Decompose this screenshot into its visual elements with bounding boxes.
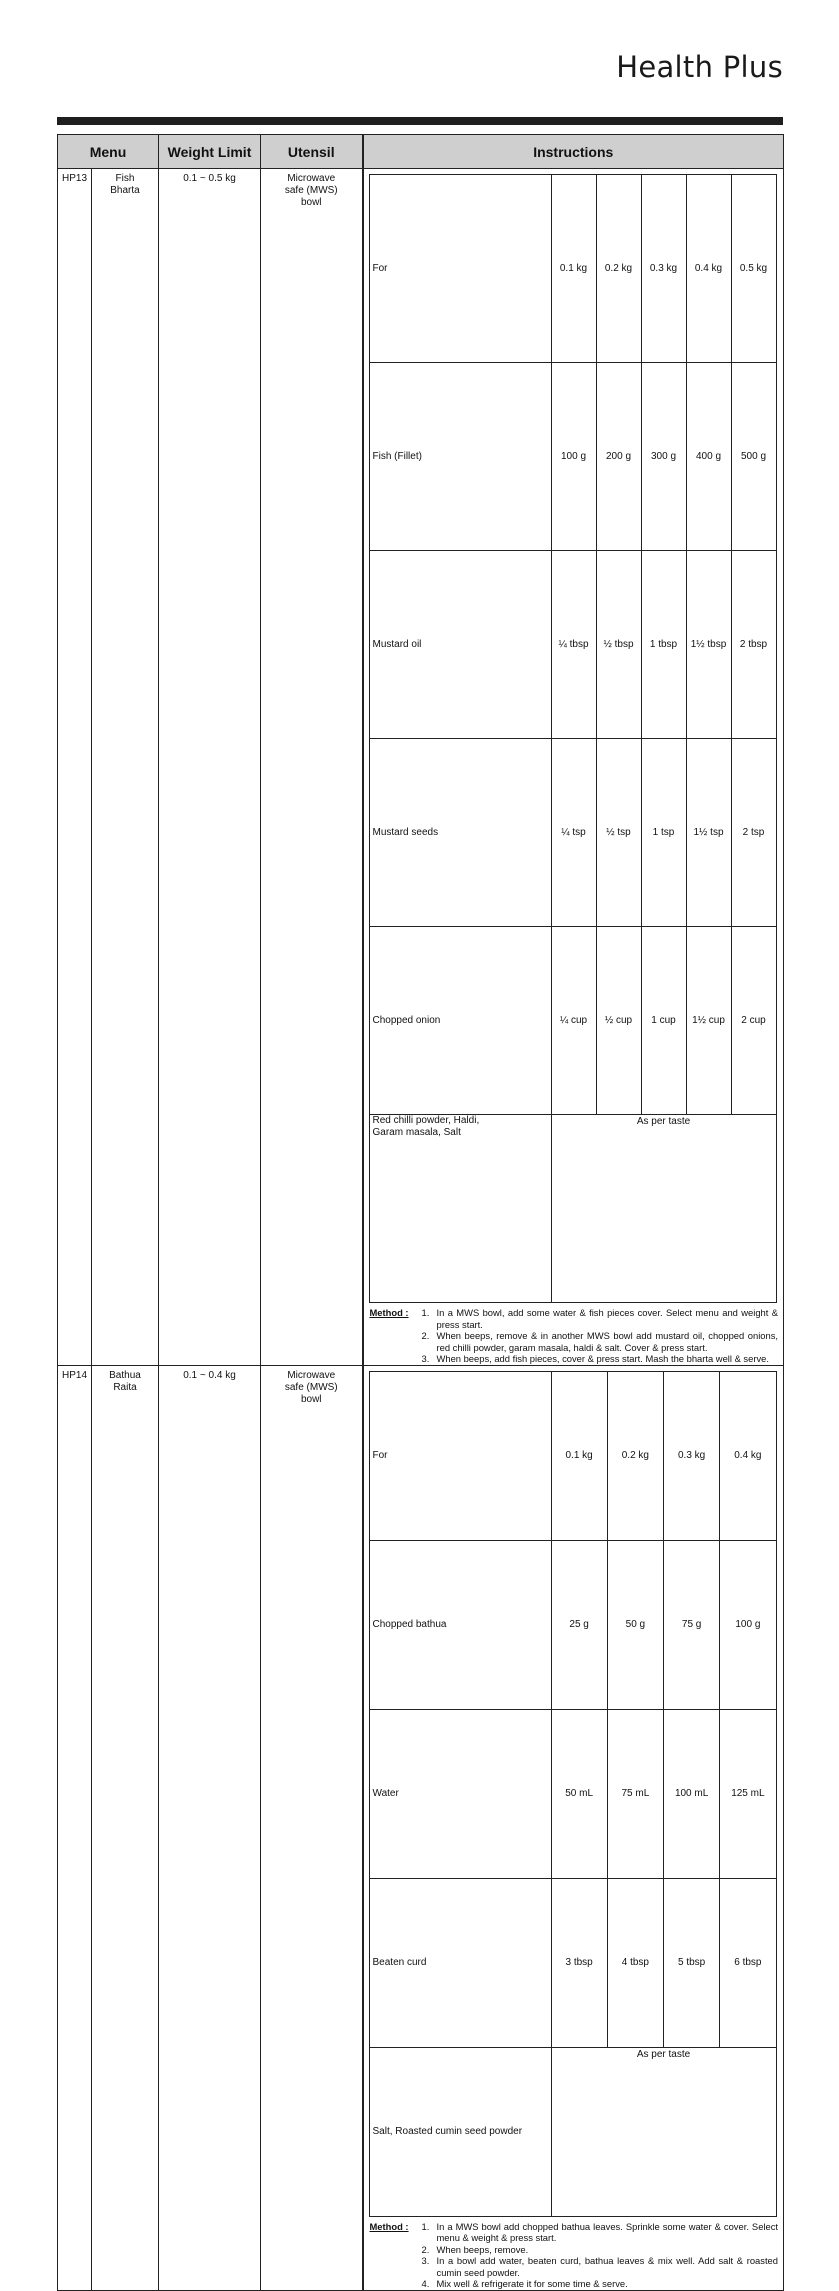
method-steps bbox=[422, 1307, 779, 1365]
header-rule bbox=[57, 117, 783, 125]
method-step-text: When beeps, add fish pieces, cover & press start. Mash the bharta well & serve. bbox=[436, 1353, 769, 1364]
weight-limit: 0.1 ~ 0.4 kg bbox=[159, 1365, 261, 2290]
weight-limit: 0.1 ~ 0.5 kg bbox=[159, 169, 261, 1366]
ing-cell: 6 tbsp bbox=[720, 1878, 776, 2047]
ing-cell: 0.3 kg bbox=[641, 175, 686, 363]
method-step: 2. When beeps, remove. bbox=[422, 2244, 779, 2256]
ingredient-row bbox=[369, 551, 776, 739]
ing-cell: 5 tbsp bbox=[664, 1878, 720, 2047]
ingredient-row bbox=[369, 2047, 776, 2216]
ing-cell: ¼ cup bbox=[551, 927, 596, 1115]
ing-cell: 50 mL bbox=[551, 1709, 607, 1878]
menu-name-line: Bathua bbox=[109, 1369, 141, 1381]
ing-cell: ½ cup bbox=[596, 927, 641, 1115]
method-step-text: In a MWS bowl, add some water & fish pieces cover. Select menu and weight & press start. bbox=[436, 1307, 778, 1330]
page-title: Health Plus bbox=[616, 50, 783, 84]
ingredient-row bbox=[369, 1878, 776, 2047]
ing-cell: 3 tbsp bbox=[551, 1878, 607, 2047]
method-step-text: When beeps, remove. bbox=[436, 2243, 529, 2255]
method-step: 4. Mix well & refrigerate it for some time & serve. bbox=[422, 2278, 779, 2290]
method-step-text: Mix well & refrigerate it for some time & serve. bbox=[436, 2278, 628, 2289]
table-header-row bbox=[58, 135, 784, 169]
ingredient-row bbox=[369, 927, 776, 1115]
method-step: 3. In a bowl add water, beaten curd, bathua leaves & mix well. Add salt & roasted cumin seed powder. bbox=[421, 2255, 778, 2278]
ing-cell: Water bbox=[369, 1709, 551, 1878]
method-step: 1. In a MWS bowl, add some water & fish pieces cover. Select menu and weight & press start. bbox=[421, 1307, 778, 1330]
table-row bbox=[58, 169, 784, 1366]
ing-cell: 1½ cup bbox=[686, 927, 731, 1115]
taste-value: As per taste bbox=[551, 2047, 776, 2216]
ing-cell: ¼ tbsp bbox=[551, 551, 596, 739]
utensil-line: bowl bbox=[300, 1393, 322, 1405]
utensil-line: Microwave bbox=[287, 1369, 336, 1381]
ingredient-row bbox=[369, 739, 776, 927]
ing-cell: Chopped bathua bbox=[369, 1540, 551, 1709]
method-step: 1. In a MWS bowl add chopped bathua leaves. Sprinkle some water & cover. Select menu & weight & press start. bbox=[421, 2220, 778, 2243]
ingredient-row bbox=[369, 1115, 776, 1303]
ing-cell: 1½ tsp bbox=[686, 739, 731, 927]
ing-cell: 2 tbsp bbox=[731, 551, 776, 739]
taste-label-line: Red chilli powder, Haldi, bbox=[372, 1115, 480, 1126]
method-section bbox=[369, 2221, 779, 2290]
utensil-line: Microwave bbox=[287, 173, 336, 184]
ingredients-table bbox=[369, 174, 777, 1303]
method-step-text: When beeps, remove & in another MWS bowl add mustard oil, chopped onions, red chilli powder, garam masala, haldi & salt. Cover & press start. bbox=[436, 1330, 778, 1353]
method-label: Method : bbox=[369, 1307, 409, 1318]
ing-cell: 1 tbsp bbox=[641, 551, 686, 739]
ing-cell: 400 g bbox=[686, 363, 731, 551]
ing-cell: 2 tsp bbox=[731, 739, 776, 927]
ing-cell: ½ tsp bbox=[596, 739, 641, 927]
menu-name-line: Fish bbox=[115, 173, 135, 184]
ing-cell: Mustard oil bbox=[369, 551, 551, 739]
menu-name-line: Raita bbox=[113, 1381, 137, 1393]
ingredient-row bbox=[369, 1709, 776, 1878]
recipe-table bbox=[57, 134, 784, 2291]
ing-cell: For bbox=[369, 1371, 551, 1540]
ing-cell: 0.2 kg bbox=[596, 175, 641, 363]
ingredients-header-row bbox=[369, 175, 776, 363]
header-instructions: Instructions bbox=[363, 135, 784, 169]
ing-cell: 0.1 kg bbox=[551, 1371, 607, 1540]
ing-cell: 0.4 kg bbox=[686, 175, 731, 363]
ing-cell: 2 cup bbox=[731, 927, 776, 1115]
menu-code: HP13 bbox=[58, 169, 92, 1366]
header-utensil: Utensil bbox=[261, 135, 363, 169]
ing-cell: 0.5 kg bbox=[731, 175, 776, 363]
ing-cell: ½ tbsp bbox=[596, 551, 641, 739]
method-steps bbox=[422, 2221, 779, 2290]
menu-name bbox=[92, 169, 159, 1366]
utensil bbox=[261, 1365, 363, 2290]
menu-code: HP14 bbox=[58, 1365, 92, 2290]
ing-cell bbox=[369, 1115, 551, 1303]
taste-value: As per taste bbox=[551, 1115, 776, 1303]
ing-cell: 500 g bbox=[731, 363, 776, 551]
ing-cell: Fish (Fillet) bbox=[369, 363, 551, 551]
ing-cell: 1 cup bbox=[641, 927, 686, 1115]
menu-name-line: Bharta bbox=[110, 185, 140, 196]
header-menu: Menu bbox=[58, 135, 159, 169]
method-section bbox=[369, 1307, 779, 1365]
ing-cell: 200 g bbox=[596, 363, 641, 551]
method-step: 3. When beeps, add fish pieces, cover & press start. Mash the bharta well & serve. bbox=[422, 1353, 779, 1365]
ing-cell: 25 g bbox=[551, 1540, 607, 1709]
ing-cell: 125 mL bbox=[720, 1709, 776, 1878]
ingredients-table bbox=[369, 1371, 777, 2217]
header-weight-limit: Weight Limit bbox=[159, 135, 261, 169]
ing-cell: 1½ tbsp bbox=[686, 551, 731, 739]
ing-cell: 4 tbsp bbox=[607, 1878, 663, 2047]
ing-cell: Beaten curd bbox=[369, 1878, 551, 2047]
ing-cell: For bbox=[369, 175, 551, 363]
ing-cell: 100 mL bbox=[664, 1709, 720, 1878]
ing-cell: 75 g bbox=[664, 1540, 720, 1709]
ing-cell: 0.2 kg bbox=[607, 1371, 663, 1540]
utensil-line: safe (MWS) bbox=[284, 185, 338, 196]
ing-cell: 0.1 kg bbox=[551, 175, 596, 363]
menu-name bbox=[92, 1365, 159, 2290]
ing-cell: 0.4 kg bbox=[720, 1371, 776, 1540]
ing-cell: Chopped onion bbox=[369, 927, 551, 1115]
ingredients-header-row bbox=[369, 1371, 776, 1540]
instructions bbox=[363, 169, 784, 1366]
ing-cell: 50 g bbox=[607, 1540, 663, 1709]
ing-cell: Mustard seeds bbox=[369, 739, 551, 927]
ing-cell: 0.3 kg bbox=[664, 1371, 720, 1540]
table-row bbox=[58, 1365, 784, 2290]
utensil-line: bowl bbox=[300, 197, 322, 208]
utensil bbox=[261, 169, 363, 1366]
ing-cell: 300 g bbox=[641, 363, 686, 551]
ing-cell: 100 g bbox=[551, 363, 596, 551]
ing-cell: Salt, Roasted cumin seed powder bbox=[369, 2047, 551, 2216]
instructions bbox=[363, 1365, 784, 2290]
ing-cell: ¼ tsp bbox=[551, 739, 596, 927]
taste-label-line: Garam masala, Salt bbox=[372, 1127, 461, 1138]
ingredient-row bbox=[369, 363, 776, 551]
method-label: Method : bbox=[369, 2220, 409, 2232]
method-step: 2. When beeps, remove & in another MWS bowl add mustard oil, chopped onions, red chilli powder, garam masala, haldi & salt. Cover & press start. bbox=[421, 1330, 778, 1353]
ing-cell: 75 mL bbox=[607, 1709, 663, 1878]
method-step-text: In a bowl add water, beaten curd, bathua leaves & mix well. Add salt & roasted cumin seed powder. bbox=[436, 2255, 778, 2278]
method-step-text: In a MWS bowl add chopped bathua leaves. Sprinkle some water & cover. Select menu & weight & press start. bbox=[436, 2220, 778, 2243]
ing-cell: 100 g bbox=[720, 1540, 776, 1709]
ing-cell: 1 tsp bbox=[641, 739, 686, 927]
utensil-line: safe (MWS) bbox=[284, 1381, 338, 1393]
ingredient-row bbox=[369, 1540, 776, 1709]
